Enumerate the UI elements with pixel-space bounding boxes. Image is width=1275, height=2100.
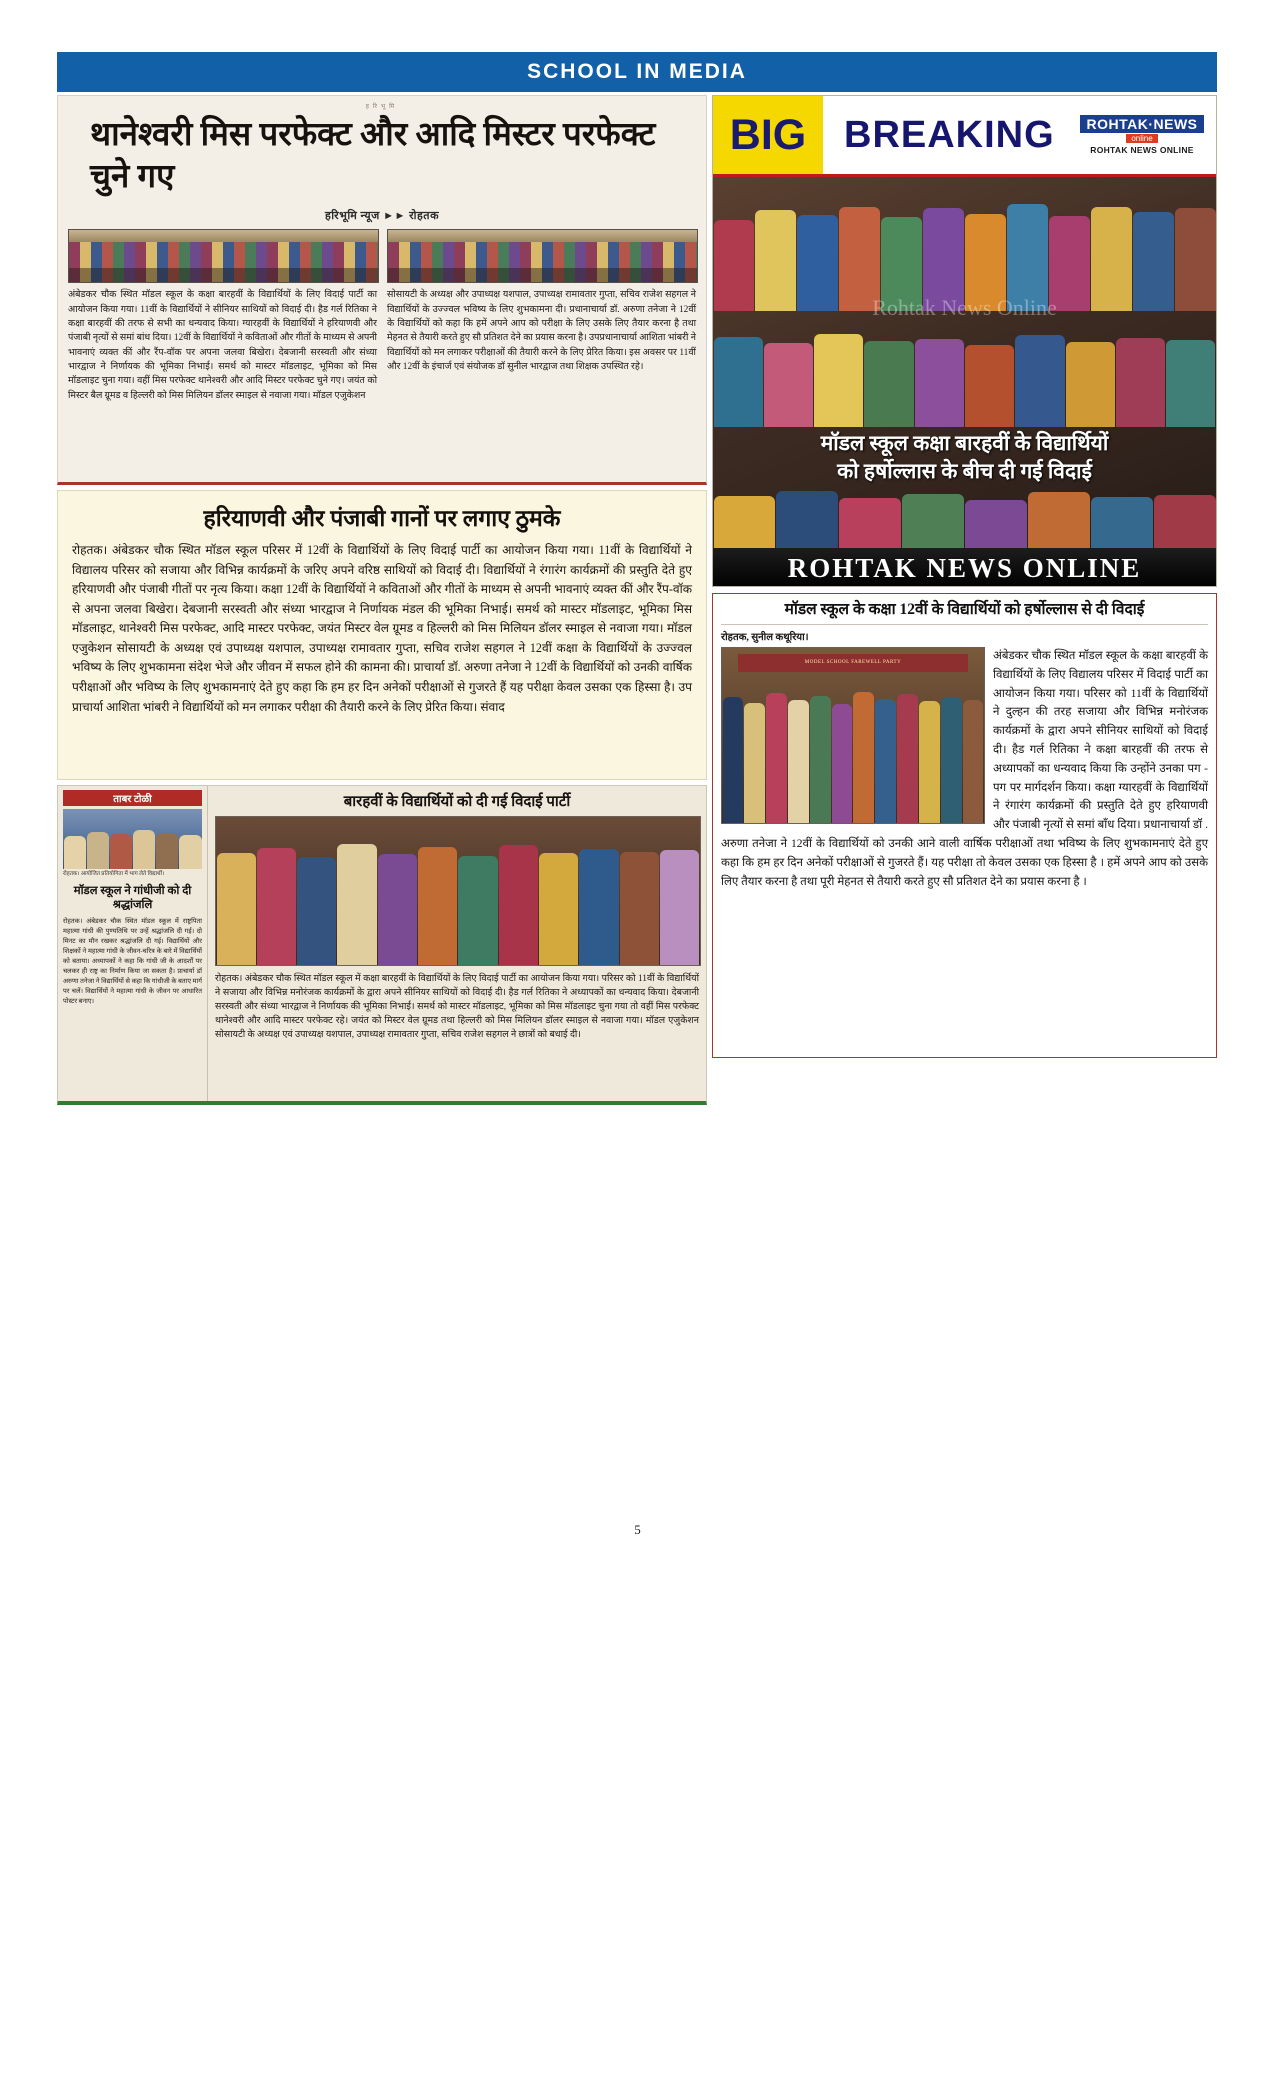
clipping-small-headline: मॉडल स्कूल ने गांधीजी को दी श्रद्धांजलि — [73, 884, 192, 912]
newspaper-clippings-collage — [57, 95, 1217, 1290]
clipping-column-1 — [68, 229, 377, 402]
clipping-headline: थानेश्वरी मिस परफेक्ट और आदि मिस्टर परफेक्ट चुने गए — [90, 117, 656, 196]
tv-ticker-line-2: को हर्षोल्लास के बीच दी गई विदाई — [837, 459, 1092, 483]
clipping-headline: मॉडल स्कूल के कक्षा 12वीं के विद्यार्थियों को हर्षोल्लास से दी विदाई — [721, 600, 1208, 625]
clipping-main-body: रोहतक। अंबेडकर चौक स्थित मॉडल स्कूल में कक्षा बारहवीं के विद्यार्थियों के लिए विदाई पार्टी का आयोजन किया गया। परिसर को 11वीं के विद्यार्थियों ने सजाया और विभिन्न मनोरंजक कार्यक्रमों के द्वारा अपने सीनियर साथियों को विदाई दी। हैड गर्ल रितिका ने अध्यापकों का धन्यवाद किया। देबजानी सरस्वती और संध्या भारद्वाज ने निर्णायक की भूमिका निभाई। समर्थ को मास्टर मॉडलाइट, भूमिका को मिस मॉडलाइट चुना गया तो वहीं मिस परफेक्ट थानेश्वरी और आदि मास्टर परफेक्ट रहे। जयंत को मिस्टर वेल ग्रूमड तथा हिल्लरी को मिस मिलियन डॉलर स्माइल से नवाजा गया। मॉडल एजुकेशन सोसायटी के अध्यक्ष एवं उपाध्यक्ष यशपाल, उपाध्यक्ष रामावतार गुप्ता, सचिव राजेश सहगल ने छात्रों को बधाई दी। — [215, 974, 699, 1041]
clipping-body-text: रोहतक। अंबेडकर चौक स्थित मॉडल स्कूल परिसर में 12वीं के विद्यार्थियों के लिए विदाई पार्टी का आयोजन किया गया। 11वीं के विद्यार्थियों ने विद्यालय परिसर को सजाया और विभिन्न कार्यक्रमों के जरिए अपने वरिष्ठ साथियों को विदाई दी। विद्यार्थियों ने रंगारंग कार्यक्रमों की प्रस्तुति देते हुए हरियाणवी और पंजाबी गीतों पर नृत्य किया। कक्षा 12वीं के विद्यार्थियों ने कविताओं और गीतों के माध्यम से अपनी भावनाएं व्यक्त कीं और रैंप-वॉक से अपना जलवा बिखेरा। देबजानी सरस्वती और संध्या भारद्वाज ने निर्णायक मंडल की भूमिका निभाई। समर्थ को मास्टर मॉडलाइट, भूमिका मिस मॉडलाइट, थानेश्वरी मिस परफेक्ट, आदि मास्टर परफेक्ट, जयंत मिस्टर वेल ग्रूमड व हिल्लरी को मिस मिलियन डॉलर स्माइल से नवाजा गया। मॉडल एजुकेशन सोसायटी के अध्यक्ष एवं उपाध्यक्ष यशपाल, उपाध्यक्ष रामावतार गुप्ता, सचिव राजेश सहगल ने 12वीं कक्षा के विद्यार्थियों के उज्ज्वल भविष्य के लिए शुभकामना संदेश भेजे और जीवन में सफल होने की कामना की। प्राचार्या डॉ. अरुणा तनेजा ने 12वीं के विद्यार्थियों को उनकी वार्षिक परीक्षाओं और भविष्य के लिए शुभकामनाएं देते हुए कहा कि हम हर दिन अनेकों परीक्षाओं से गुजरते हैं यह परीक्षा केवल उसका एक हिस्सा है। उप प्राचार्या आशिता भांबरी ने विद्यार्थियों को मन लगाकर परीक्षा की तैयारी करने के लिए प्रेरित किया। संवाद — [72, 543, 692, 714]
tv-breaking-label: BREAKING — [826, 96, 1068, 174]
tv-photo-watermark: Rohtak News Online — [872, 295, 1057, 320]
clipping-column-2 — [387, 229, 696, 402]
clipping-left-column — [58, 786, 208, 1101]
tv-channel-logo — [1068, 96, 1216, 174]
clipping-main-headline: बारहवीं के विद्यार्थियों को दी गई विदाई पार्टी — [343, 794, 571, 810]
clipping-column-2-text: सोसायटी के अध्यक्ष और उपाध्यक्ष यशपाल, उपाध्यक्ष रामावतार गुप्ता, सचिव राजेश सहगल ने विद्यार्थियों के उज्ज्वल भविष्य के लिए शुभकामना दी। प्रधानाचार्या डॉ. अरुणा तनेजा ने 12वीं के विद्यार्थियों को कहा कि हमें अपने आप को परीक्षा के लिए उसके लिए तैयार करना है तथा मेहनत से तैयारी करते हुए सौ प्रतिशत देने का प्रयास करना है। उपप्रधानाचार्या आशिता भांबरी ने विद्यार्थियों को मन लगाकर परीक्षाओं की तैयारी करने के लिए प्रेरित किया। इस अवसर पर 11वीं और 12वीं के इंचार्ज एवं संयोजक डॉ सुनील भारद्वाज तथा शिक्षक उपस्थित रहे। — [387, 290, 696, 372]
clipping-photo-farewell-stage — [721, 647, 985, 824]
tv-photo-students-mid-row — [713, 317, 1216, 427]
newspaper-masthead-tiny: हरिभूमि — [365, 104, 399, 110]
clipping-photo-banner-text: MODEL SCHOOL FAREWELL PARTY — [738, 654, 969, 672]
page-header-title: SCHOOL IN MEDIA — [527, 60, 747, 83]
clipping-farewell-party-compound — [57, 785, 707, 1105]
tv-channel-footer-name: ROHTAK NEWS ONLINE — [1090, 145, 1194, 155]
tv-photo-students-top-row — [713, 181, 1216, 311]
page-header-banner — [57, 52, 1217, 92]
tv-bottom-band: ROHTAK NEWS ONLINE — [713, 548, 1216, 587]
clipping-small-body: रोहतक। अंबेडकर चौक स्थित मॉडल स्कूल में राष्ट्रपिता महात्मा गांधी की पुण्यतिथि पर उन्हें श्रद्धांजलि दी गई। दो मिनट का मौन रखकर श्रद्धांजलि दी गई। विद्यार्थियों और शिक्षकों ने महात्मा गांधी के जीवन-चरित्र के बारे में विद्यार्थियों को बताया। अध्यापकों ने कहा कि गांधी जी के आदर्शों पर चलकर ही राष्ट्र का निर्माण किया जा सकता है। प्राचार्या डॉ अरुणा तनेजा ने विद्यार्थियों से कहा कि गांधीजी के बताए मार्ग पर चलें। विद्यार्थियों ने महात्मा गांधी के जीवन पर आधारित पोस्टर बनाए। — [63, 918, 202, 1005]
clipping-column-1-text: अंबेडकर चौक स्थित मॉडल स्कूल के कक्षा बारहवीं के विद्यार्थियों के लिए विदाई पार्टी का आयोजन किया गया। 11वीं के विद्यार्थियों ने सीनियर साथियों को विदाई दी। हैड गर्ल रितिका ने कक्षा बारहवीं की तरफ से सभी का धन्यवाद किया। ग्यारहवीं के विद्यार्थियों ने हरियाणवी और पंजाबी नृत्यों से समां बांध दिया। 12वीं के विद्यार्थियों ने कविताओं और गीतों के माध्यम से अपनी भावनाएं व्यक्त कीं और रैंप-वॉक पर अपना जलवा बिखेरा। देबजानी सरस्वती और संध्या भारद्वाज ने निर्णायक की भूमिका निभाई। समर्थ को मास्टर मॉडलाइट, भूमिका को मिस मॉडलाइट चुना गया। वहीं मिस परफेक्ट थानेश्वरी और आदि मिस्टर परफेक्ट चुने गए। जयंत को मिस्टर बैल ग्रूमड व हिल्लरी को मिस मिलियन डॉलर स्माइल से नवाजा गया। मॉडल एजुकेशन — [68, 290, 377, 401]
clipping-tv-news-big-breaking — [712, 95, 1217, 587]
tv-channel-name: ROHTAK·NEWS — [1080, 115, 1203, 133]
clipping-byline: रोहतक, सुनील कथूरिया। — [721, 632, 809, 644]
tv-breaking-bar — [713, 96, 1216, 177]
page-number: 5 — [634, 1522, 641, 1537]
tv-big-label: BIG — [713, 96, 826, 174]
clipping-thaneshwari-miss-perfect — [57, 95, 707, 485]
tv-photo-stage — [713, 177, 1216, 587]
clipping-body-wrap — [721, 647, 1208, 891]
tv-ticker-line-1: मॉडल स्कूल कक्षा बारहवीं के विद्यार्थियों — [820, 431, 1109, 455]
clipping-photo-competition — [63, 809, 202, 869]
clipping-photo-group-students — [215, 816, 701, 966]
tv-channel-online-badge: online — [1126, 134, 1157, 143]
clipping-right-column — [208, 786, 706, 1101]
clipping-photo-students-row — [68, 229, 379, 283]
clipping-haryanvi-punjabi-songs — [57, 490, 707, 780]
clipping-photo-award-row — [387, 229, 698, 283]
clipping-headline: हरियाणवी और पंजाबी गानों पर लगाए ठुमके — [203, 506, 561, 531]
clipping-model-school-farewell-article — [712, 593, 1217, 1058]
clipping-body-text: अंबेडकर चौक स्थित मॉडल स्कूल के कक्षा बारहवीं के विद्यार्थियों के लिए विद्यालय परिसर में विदाई पार्टी का आयोजन किया गया। परिसर को 11वीं के विद्यार्थियों ने दुल्हन की तरह सजाया और विभिन्न मनोरंजक कार्यक्रमों के द्वारा अपने सीनियर साथियों को विदाई दी। हैड गर्ल रितिका ने कक्षा बारहवीं की तरफ से अध्यापकों का धन्यवाद किया कि उन्होंने उनका पग - पग पर मार्गदर्शन किया। कक्षा ग्यारहवीं के विद्यार्थियों ने रंगारंग कार्यक्रमों की प्रस्तुति देते हुए हरियाणवी और पंजाबी नृत्यों से समां बाँध दिया। प्रधानाचार्या डॉ . अरुणा तनेजा ने 12वीं के विद्यार्थियों को उनकी आने वाली वार्षिक परीक्षाओं तथा भविष्य के लिए शुभकामनाएं देते हुए कहा कि हम हर दिन अनेकों परीक्षाओं से गुजरते हैं। यह परीक्षा तो केवल उसका एक हिस्सा है । हमें अपने आप को उसके लिए तैयार करना है तथा पूरी मेहनत से तैयारी करते हुए सौ प्रतिशत देने का प्रयास करना है । — [721, 649, 1208, 888]
clipping-byline: हरिभूमि न्यूज ►► रोहतक — [324, 210, 440, 223]
clipping-kicker-label: ताबर टोळी — [63, 790, 202, 806]
clipping-photo-caption: रोहतक। आयोजित प्रतियोगिता में भाग लेते विद्यार्थी। — [63, 871, 165, 877]
